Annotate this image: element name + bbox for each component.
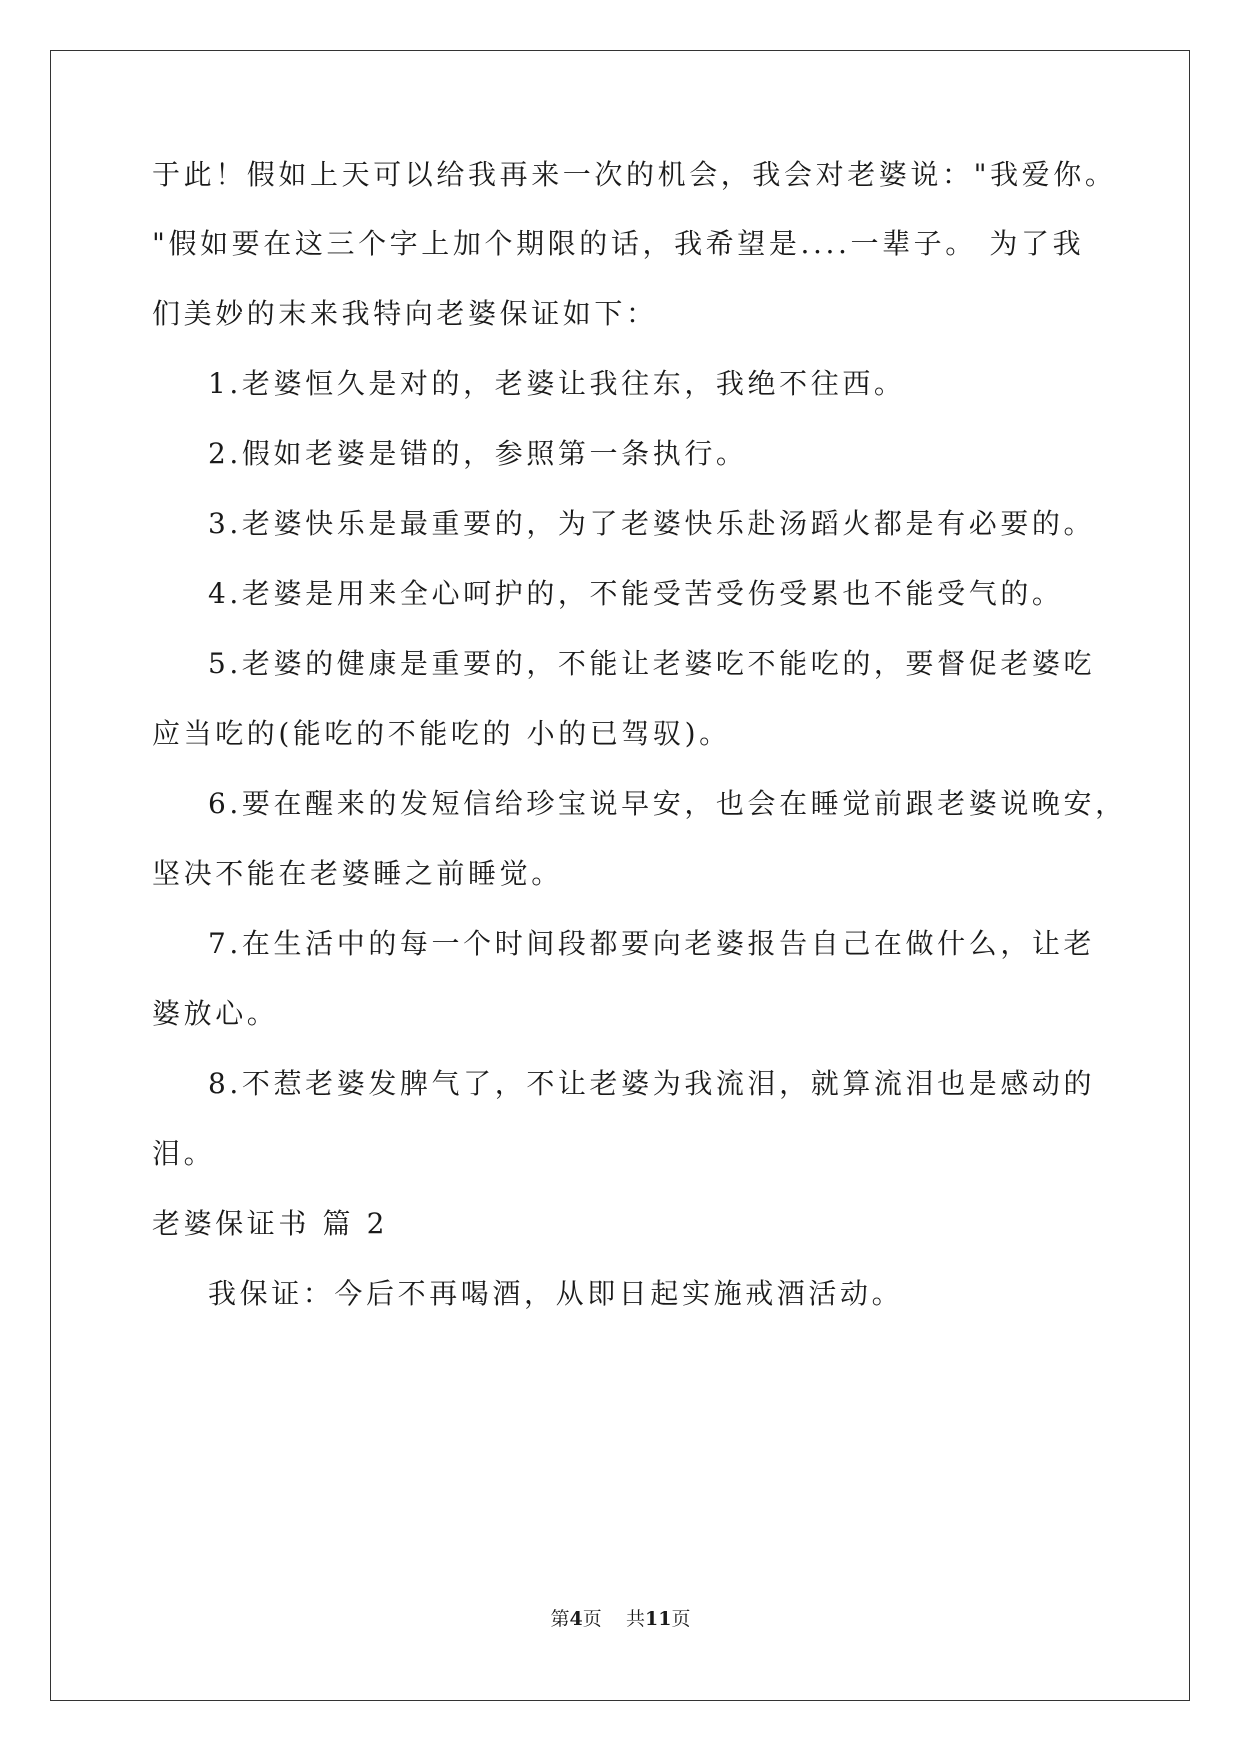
list-item-7-continued: 婆放心。: [152, 997, 279, 1030]
footer-page-number: 4: [569, 1608, 583, 1630]
footer-total-pages: 11: [644, 1608, 672, 1630]
list-item-7: 7.在生活中的每一个时间段都要向老婆报告自己在做什么，让老: [208, 927, 1096, 960]
body-line-1: 于此！假如上天可以给我再来一次的机会，我会对老婆说："我爱你。: [152, 158, 1117, 191]
list-item-5-continued: 应当吃的(能吃的不能吃的 小的已驾驭)。: [152, 717, 731, 750]
section-heading: 老婆保证书 篇 2: [152, 1207, 389, 1240]
footer-page-suffix: 页: [582, 1608, 602, 1630]
body-line-pledge: 我保证：今后不再喝酒，从即日起实施戒酒活动。: [208, 1277, 904, 1310]
body-line-3: 们美妙的末来我特向老婆保证如下：: [152, 297, 658, 330]
list-item-6: 6.要在醒来的发短信给珍宝说早安，也会在睡觉前跟老婆说晚安，: [208, 787, 1127, 820]
list-item-5: 5.老婆的健康是重要的，不能让老婆吃不能吃的，要督促老婆吃: [208, 647, 1096, 680]
list-item-4: 4.老婆是用来全心呵护的，不能受苦受伤受累也不能受气的。: [208, 577, 1064, 610]
body-line-2: "假如要在这三个字上加个期限的话，我希望是....一辈子。 为了我: [152, 227, 1085, 260]
list-item-6-continued: 坚决不能在老婆睡之前睡觉。: [152, 857, 563, 890]
list-item-8-continued: 泪。: [152, 1137, 216, 1170]
list-item-8: 8.不惹老婆发脾气了，不让老婆为我流泪，就算流泪也是感动的: [208, 1067, 1096, 1100]
footer-total-prefix: 共: [625, 1608, 645, 1630]
footer-total-suffix: 页: [671, 1608, 691, 1630]
list-item-3: 3.老婆快乐是最重要的，为了老婆快乐赴汤蹈火都是有必要的。: [208, 507, 1096, 540]
list-item-1: 1.老婆恒久是对的，老婆让我往东，我绝不往西。: [208, 367, 906, 400]
footer-prefix: 第: [550, 1608, 570, 1630]
page-footer: [0, 1607, 1241, 1631]
list-item-2: 2.假如老婆是错的，参照第一条执行。: [208, 437, 748, 470]
